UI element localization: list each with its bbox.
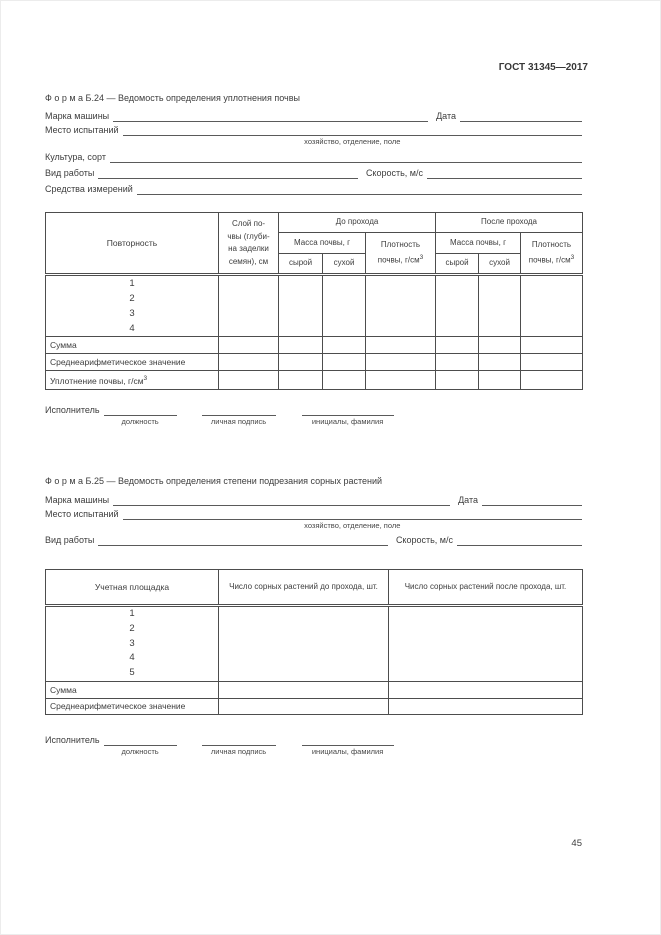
plot-numbers	[46, 606, 219, 682]
col-wet-before: сырой	[279, 254, 323, 275]
empty-cell	[389, 606, 583, 682]
empty-cell	[219, 698, 389, 714]
crop-blank	[110, 151, 582, 163]
soil-compaction-table	[45, 212, 583, 390]
col-wet-after: сырой	[436, 254, 479, 275]
sum-label: Сумма	[46, 337, 219, 354]
date-label: Дата	[436, 111, 456, 121]
empty-cell	[323, 337, 366, 354]
executor-label: Исполнитель	[45, 735, 100, 745]
repetition-number: 4	[129, 323, 135, 334]
col-soil-mass-before: Масса почвы, г	[279, 233, 366, 254]
mean-label: Среднеарифметическое значение	[46, 698, 219, 714]
col-soil-mass-after: Масса почвы, г	[436, 233, 521, 254]
position-caption: должность	[121, 747, 159, 756]
table-row-sum	[46, 681, 583, 698]
executor-block-b25	[45, 734, 582, 756]
empty-cell	[219, 681, 389, 698]
col-dry-before: сухой	[323, 254, 366, 275]
work-type-label: Вид работы	[45, 168, 95, 178]
executor-block-b24	[45, 404, 582, 426]
col-weeds-after: Число сорных растений после прохода, шт.	[389, 570, 583, 606]
executor-signature-blank	[202, 404, 276, 426]
empty-cell	[436, 354, 479, 371]
empty-cell	[323, 275, 366, 337]
empty-cell	[479, 371, 521, 390]
field-row-tools-b24	[45, 183, 582, 195]
test-location-caption: хозяйство, отделение, поле	[304, 137, 401, 146]
table-row-mean	[46, 354, 583, 371]
work-type-blank	[98, 534, 388, 546]
empty-cell	[279, 337, 323, 354]
test-location-blank	[123, 508, 582, 530]
date-blank	[482, 494, 582, 506]
sum-label: Сумма	[46, 681, 219, 698]
empty-cell	[279, 371, 323, 390]
table-row-compaction	[46, 371, 583, 390]
test-location-label: Место испытаний	[45, 125, 119, 135]
empty-cell	[219, 606, 389, 682]
form-b25-title: Ф о р м а Б.25 — Ведомость определения степени подрезания сорных растений	[45, 476, 383, 486]
col-soil-layer-line: Слой по-	[231, 219, 266, 228]
empty-cell	[279, 275, 323, 337]
standard-code: ГОСТ 31345—2017	[498, 62, 588, 73]
empty-cell	[389, 698, 583, 714]
table-header	[46, 570, 583, 606]
work-type-label: Вид работы	[45, 535, 95, 545]
empty-cell	[366, 275, 436, 337]
mean-label: Среднеарифметическое значение	[46, 354, 219, 371]
executor-name-blank	[302, 404, 394, 426]
executor-label: Исполнитель	[45, 405, 100, 415]
date-blank	[460, 110, 582, 122]
table-row-plots	[46, 606, 583, 682]
measuring-tools-label: Средства измерений	[45, 184, 133, 194]
weed-cutting-table	[45, 569, 583, 715]
empty-cell	[279, 354, 323, 371]
empty-cell	[436, 371, 479, 390]
signature-caption: личная подпись	[210, 417, 267, 426]
position-caption: должность	[121, 417, 159, 426]
field-row-machine-date-b24	[45, 110, 582, 122]
plot-number: 2	[129, 622, 135, 634]
work-type-blank	[98, 167, 358, 179]
group-after-pass: После прохода	[436, 213, 583, 233]
table-header	[46, 213, 583, 275]
repetition-number: 2	[129, 293, 135, 304]
group-before-pass: До прохода	[279, 213, 436, 233]
empty-cell	[521, 354, 583, 371]
col-soil-layer	[219, 213, 279, 275]
test-location-caption: хозяйство, отделение, поле	[304, 521, 401, 530]
empty-cell	[323, 371, 366, 390]
field-row-crop-b24	[45, 151, 582, 163]
empty-cell	[521, 275, 583, 337]
compaction-label: Уплотнение почвы, $г/см^3$	[46, 371, 219, 390]
empty-cell	[219, 275, 279, 337]
table-row-repetitions	[46, 275, 583, 337]
col-plot: Учетная площадка	[46, 570, 219, 606]
speed-blank	[427, 167, 582, 179]
col-soil-layer-line: чвы (глуби-	[227, 231, 270, 241]
empty-cell	[479, 275, 521, 337]
name-caption: инициалы, фамилия	[311, 417, 384, 426]
empty-cell	[436, 337, 479, 354]
plot-number: 4	[129, 652, 135, 664]
executor-signature-blank	[202, 734, 276, 756]
field-row-work-speed-b24	[45, 167, 582, 179]
machine-brand-label: Марка машины	[45, 495, 110, 505]
executor-name-blank	[302, 734, 394, 756]
plot-number: 3	[129, 637, 135, 649]
name-caption: инициалы, фамилия	[311, 747, 384, 756]
empty-cell	[219, 354, 279, 371]
col-weeds-before: Число сорных растений до прохода, шт.	[219, 570, 389, 606]
machine-brand-label: Марка машины	[45, 111, 110, 121]
field-row-location-b25	[45, 508, 582, 530]
machine-brand-blank	[113, 110, 428, 122]
test-location-label: Место испытаний	[45, 509, 119, 519]
measuring-tools-blank	[137, 183, 582, 195]
page-number: 45	[571, 838, 582, 849]
table-row-mean	[46, 698, 583, 714]
crop-label: Культура, сорт	[45, 152, 106, 162]
repetition-number: 3	[129, 308, 135, 319]
superscript: 3	[419, 253, 424, 261]
table-row-sum	[46, 337, 583, 354]
empty-cell	[521, 371, 583, 390]
superscript: 3	[570, 253, 575, 261]
superscript: 3	[143, 374, 148, 382]
signature-caption: личная подпись	[210, 747, 267, 756]
plot-number: 5	[129, 667, 135, 679]
col-density-after: Плотность почвы, $г/см^3$	[521, 233, 583, 275]
plot-number: 1	[129, 608, 135, 619]
empty-cell	[323, 354, 366, 371]
empty-cell	[479, 337, 521, 354]
empty-cell	[366, 354, 436, 371]
form-b24-title: Ф о р м а Б.24 — Ведомость определения уплотнения почвы	[45, 93, 300, 103]
field-row-location-b24	[45, 124, 582, 146]
col-soil-layer-line: на заделки	[228, 244, 269, 253]
empty-cell	[479, 354, 521, 371]
repetition-number: 1	[129, 278, 135, 289]
executor-position-blank	[104, 734, 177, 756]
col-soil-layer-line: семян), см	[228, 256, 269, 266]
col-repetition: Повторность	[46, 213, 219, 275]
empty-cell	[219, 337, 279, 354]
empty-cell	[366, 337, 436, 354]
field-row-work-speed-b25	[45, 534, 582, 546]
field-row-machine-date-b25	[45, 494, 582, 506]
empty-cell	[389, 681, 583, 698]
empty-cell	[521, 337, 583, 354]
repetition-numbers	[46, 275, 219, 337]
speed-blank	[457, 534, 582, 546]
machine-brand-blank	[113, 494, 450, 506]
speed-label: Скорость, м/с	[395, 535, 453, 545]
empty-cell	[436, 275, 479, 337]
test-location-blank	[123, 124, 582, 146]
empty-cell	[219, 371, 279, 390]
col-dry-after: сухой	[479, 254, 521, 275]
executor-position-blank	[104, 404, 177, 426]
speed-label: Скорость, м/с	[365, 168, 423, 178]
date-label: Дата	[458, 495, 478, 505]
col-density-before: Плотность почвы, $г/см^3$	[366, 233, 436, 275]
empty-cell	[366, 371, 436, 390]
